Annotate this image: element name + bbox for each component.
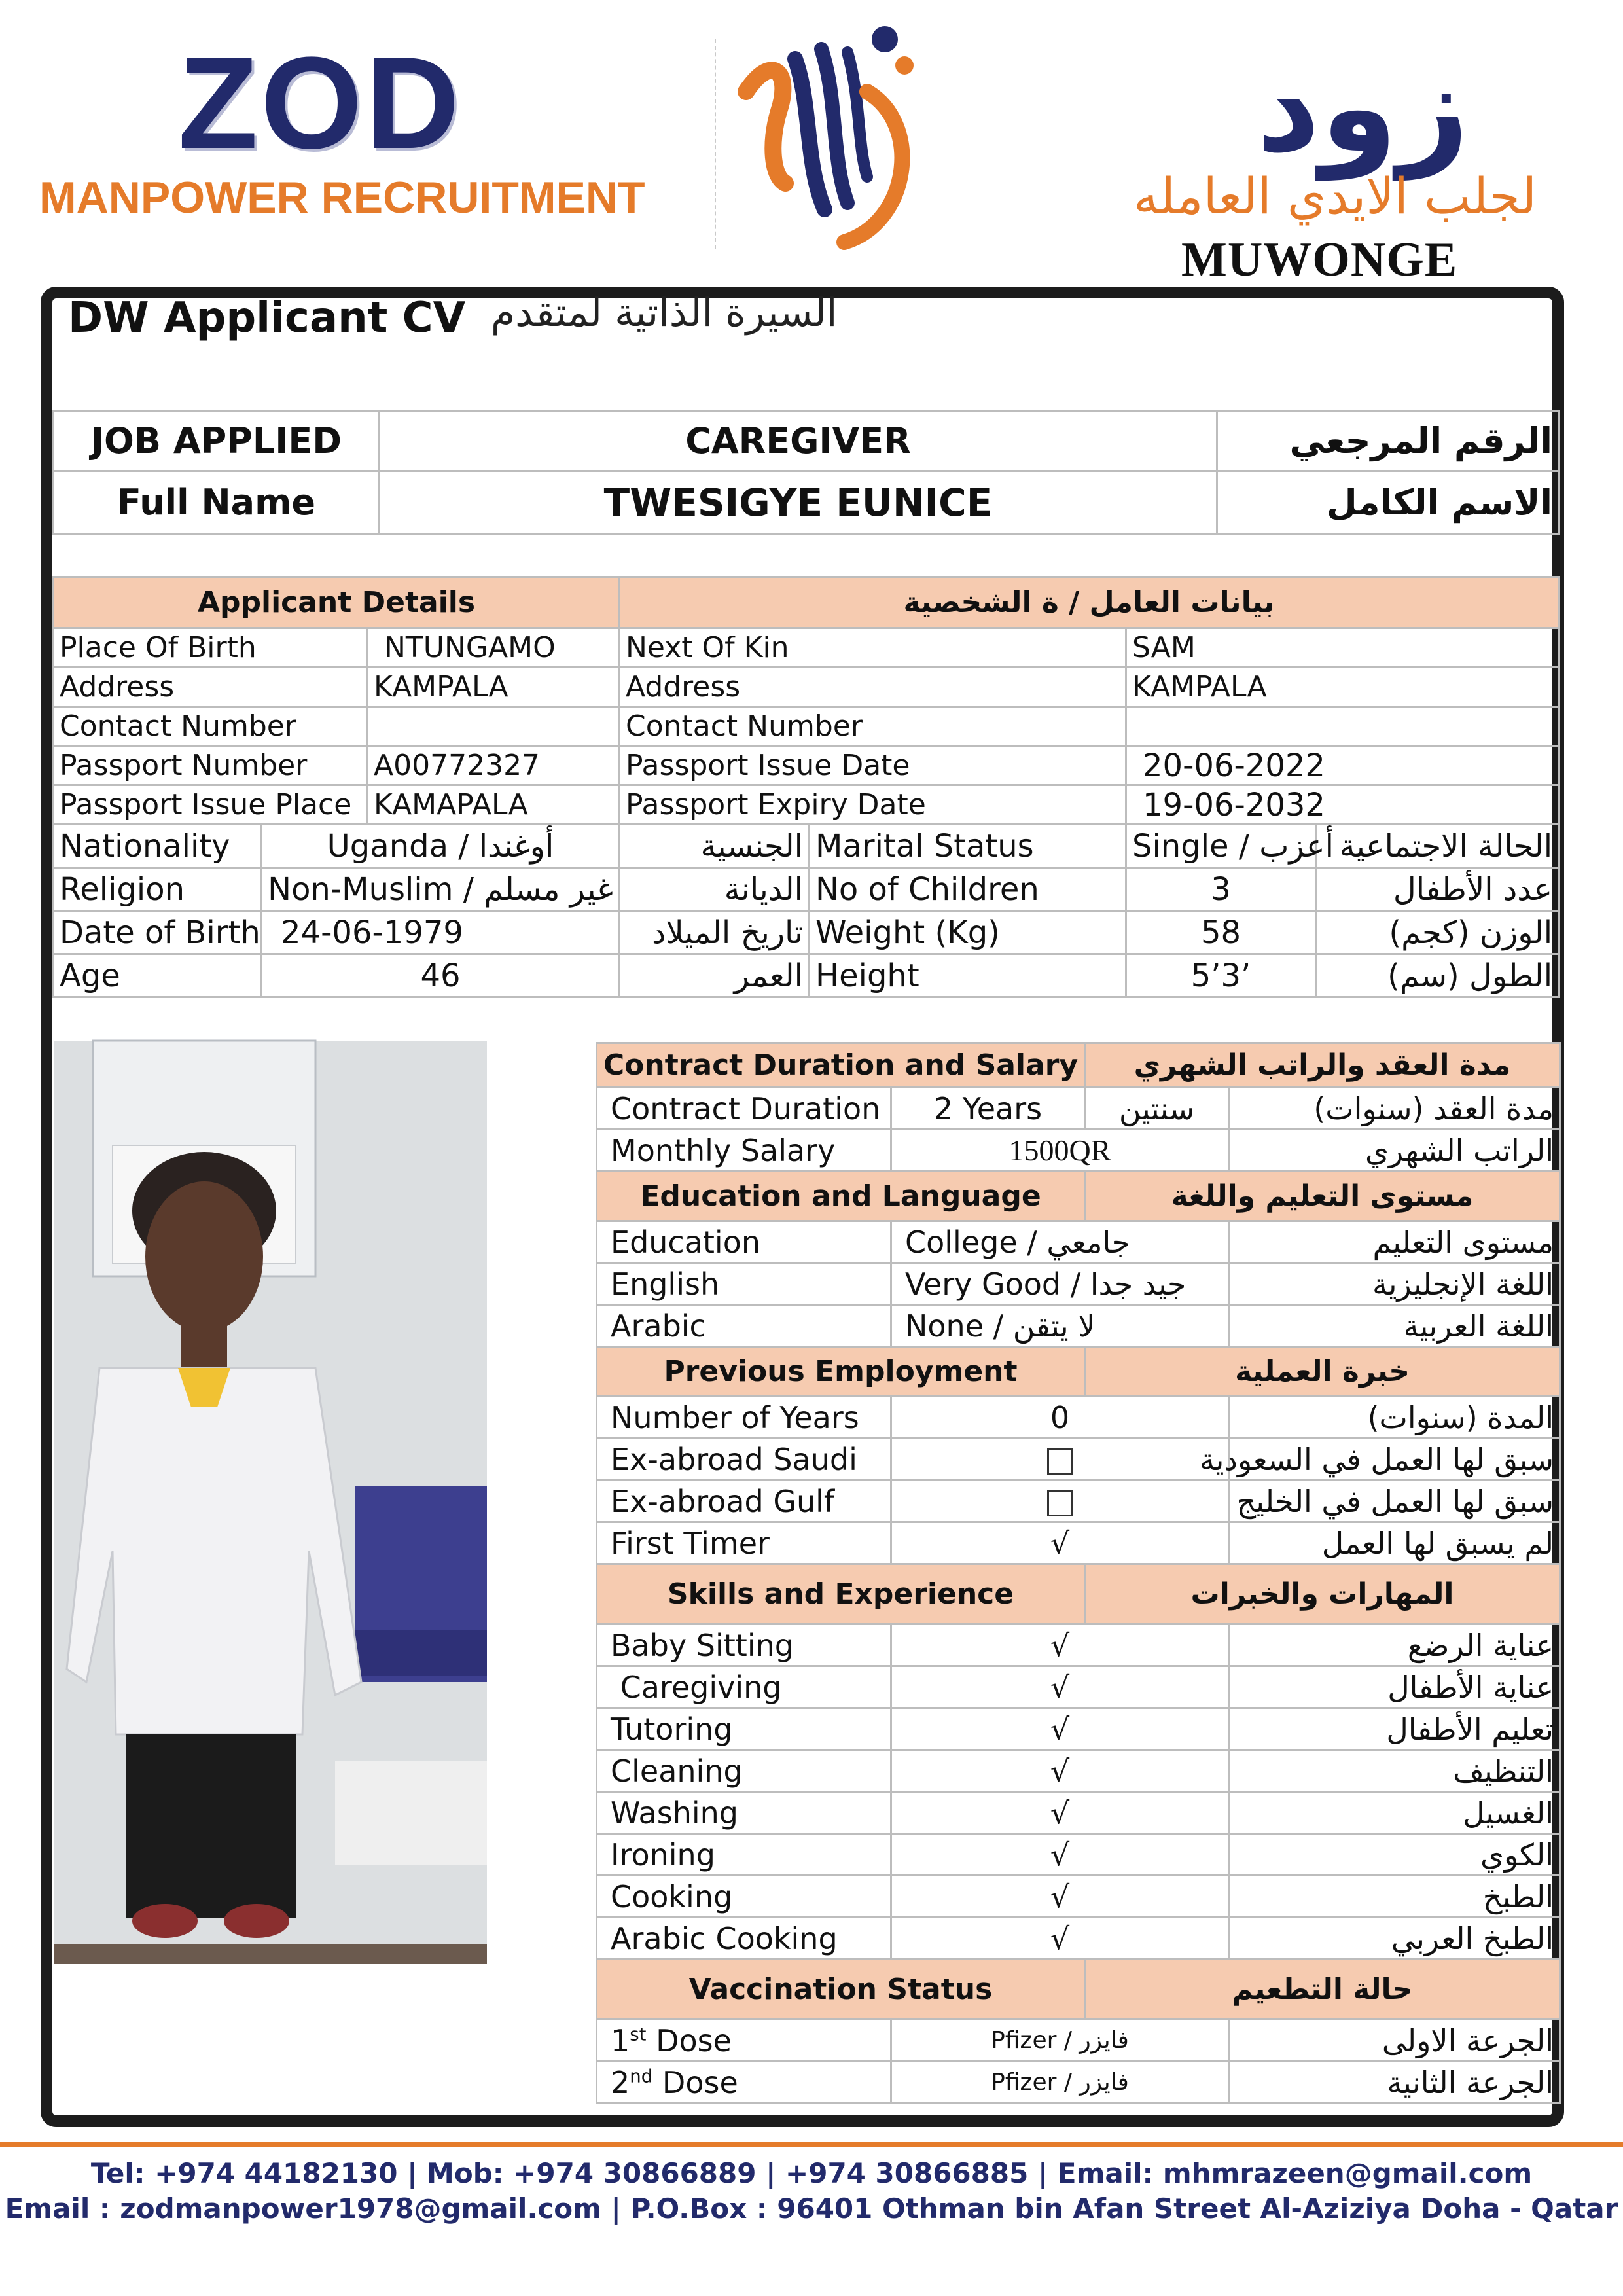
job-value: CAREGIVER [380, 411, 1217, 471]
table-row [597, 1088, 1560, 1130]
table-row [54, 911, 1559, 954]
applicant-details-table [52, 576, 1560, 998]
table-row [597, 1708, 1560, 1750]
table-row [597, 1480, 1560, 1522]
table-row [597, 2062, 1560, 2104]
salary-label-arabic: الراتب الشهري [1229, 1130, 1560, 1172]
table-row [54, 628, 1559, 668]
skill-label: Cleaning [597, 1750, 891, 1792]
passport-issue-date-label: Passport Issue Date [620, 746, 1126, 785]
skill-label: Arabic Cooking [597, 1918, 891, 1960]
dose1-label-arabic: الجرعة الاولى [1229, 2020, 1560, 2062]
table-row [597, 1221, 1560, 1263]
table-row [597, 1624, 1560, 1666]
contract-header-arabic: مدة العقد والراتب الشهري [1085, 1043, 1560, 1088]
weight-value: 58 [1126, 911, 1316, 954]
dob-label-arabic: تاريخ الميلاد [620, 911, 810, 954]
skills-header-arabic: المهارات والخبرات [1085, 1564, 1560, 1624]
education-header-row [597, 1172, 1560, 1221]
religion-label-arabic: الديانة [620, 868, 810, 911]
employment-header-arabic: خبرة العملية [1085, 1347, 1560, 1397]
brand-subtitle: MANPOWER RECRUITMENT [39, 173, 645, 223]
dose2-label [597, 2062, 891, 2104]
job-label-arabic: الرقم المرجعي [1217, 411, 1559, 471]
dose2-label-arabic: الجرعة الثانية [1229, 2062, 1560, 2104]
footer-contact-line: Tel: +974 44182130 | Mob: +974 30866889 | +974 30866885 | Email: mhmrazeen@gmail.com [90, 2157, 1533, 2189]
doc-title-arabic: السيرة الذاتية لمتقدم [491, 290, 838, 336]
dose2-value: Pfizer / فايزر [891, 2062, 1229, 2104]
place-of-birth-label: Place Of Birth [54, 628, 368, 668]
ex-gulf-label-arabic: سبق لها العمل في الخليج [1229, 1480, 1560, 1522]
dose2-word: Dose [652, 2064, 738, 2100]
passport-issue-place-label: Passport Issue Place [54, 785, 368, 825]
contract-header-row [597, 1043, 1560, 1088]
first-timer-value: √ [891, 1522, 1229, 1564]
marital-status-label-arabic: الحالة الاجتماعية [1316, 825, 1559, 868]
skill-check: √ [891, 1750, 1229, 1792]
religion-label: Religion [54, 868, 262, 911]
skill-label-arabic: عناية الرضع [1229, 1624, 1560, 1666]
vaccination-header: Vaccination Status [597, 1960, 1085, 2020]
skill-label: Baby Sitting [597, 1624, 891, 1666]
table-row [597, 1397, 1560, 1439]
skill-label: Ironing [597, 1834, 891, 1876]
english-label-arabic: اللغة الإنجليزية [1229, 1263, 1560, 1305]
ex-saudi-label: Ex-abroad Saudi [597, 1439, 891, 1480]
children-label-arabic: عدد الأطفال [1316, 868, 1559, 911]
contract-duration-label: Contract Duration [597, 1088, 891, 1130]
next-of-kin-label: Next Of Kin [620, 628, 1126, 668]
skill-label: Cooking [597, 1876, 891, 1918]
dose2-suffix: nd [630, 2065, 653, 2087]
table-row [54, 954, 1559, 997]
height-value: 5’3’ [1126, 954, 1316, 997]
skills-header-row [597, 1564, 1560, 1624]
table-row [597, 1834, 1560, 1876]
applicant-photo-image [54, 1041, 487, 1964]
applicant-header-row [54, 577, 1559, 628]
dose1-number: 1 [611, 2022, 630, 2058]
place-of-birth-value: NTUNGAMO [368, 628, 620, 668]
first-timer-label: First Timer [597, 1522, 891, 1564]
brand-logo-arabic: زود [1257, 35, 1469, 180]
doc-title: DW Applicant CV [68, 294, 466, 342]
skill-label-arabic: عناية الأطفال [1229, 1666, 1560, 1708]
arabic-label: Arabic [597, 1305, 891, 1347]
dose1-word: Dose [646, 2022, 732, 2058]
table-row [54, 668, 1559, 707]
job-row [54, 411, 1559, 471]
table-row [597, 1305, 1560, 1347]
education-label-arabic: مستوى التعليم [1229, 1221, 1560, 1263]
checkbox-icon [1047, 1490, 1073, 1516]
skill-label-arabic: الطبخ [1229, 1876, 1560, 1918]
dob-value: 24-06-1979 [262, 911, 620, 954]
applicant-photo [54, 1041, 487, 1964]
skill-label: Caregiving [597, 1666, 891, 1708]
skill-check: √ [891, 1834, 1229, 1876]
header-divider [715, 39, 716, 249]
brand-logo-text: ZOD [178, 30, 463, 176]
table-row [597, 1666, 1560, 1708]
dose1-suffix: st [630, 2023, 647, 2045]
table-row [597, 1130, 1560, 1172]
education-header-arabic: مستوى التعليم واللغة [1085, 1172, 1560, 1221]
passport-issue-place-value: KAMAPALA [368, 785, 620, 825]
passport-issue-date-value: 20-06-2022 [1126, 746, 1559, 785]
skill-label-arabic: الطبخ العربي [1229, 1918, 1560, 1960]
contact-value [368, 707, 620, 746]
arabic-value: None / لا يتقن [891, 1305, 1229, 1347]
weight-label: Weight (Kg) [810, 911, 1126, 954]
nationality-label: Nationality [54, 825, 262, 868]
salary-label: Monthly Salary [597, 1130, 891, 1172]
address-value: KAMPALA [368, 668, 620, 707]
table-row [597, 2020, 1560, 2062]
applicant-header-arabic: بيانات العامل / ة الشخصية [620, 577, 1559, 628]
height-label: Height [810, 954, 1126, 997]
first-timer-label-arabic: لم يسبق لها العمل [1229, 1522, 1560, 1564]
skill-check: √ [891, 1708, 1229, 1750]
checkbox-icon [1047, 1448, 1073, 1475]
dose1-label [597, 2020, 891, 2062]
dose1-value: Pfizer / فايزر [891, 2020, 1229, 2062]
table-row [597, 1918, 1560, 1960]
job-table [52, 410, 1560, 535]
table-row [54, 785, 1559, 825]
education-label: Education [597, 1221, 891, 1263]
skill-check: √ [891, 1624, 1229, 1666]
table-row [54, 707, 1559, 746]
education-value: College / جامعي [891, 1221, 1229, 1263]
table-row [597, 1750, 1560, 1792]
name-label-arabic: الاسم الكامل [1217, 471, 1559, 534]
contract-header: Contract Duration and Salary [597, 1043, 1085, 1088]
nationality-value: Uganda / أوغندا [262, 825, 620, 868]
ex-gulf-label: Ex-abroad Gulf [597, 1480, 891, 1522]
skill-label-arabic: الكوي [1229, 1834, 1560, 1876]
contract-duration-value: 2 Years [891, 1088, 1085, 1130]
name-row [54, 471, 1559, 534]
skill-label: Tutoring [597, 1708, 891, 1750]
contract-skills-table [596, 1042, 1561, 2104]
dob-label: Date of Birth [54, 911, 262, 954]
ex-gulf-checkbox [891, 1480, 1229, 1522]
passport-expiry-value: 19-06-2032 [1126, 785, 1559, 825]
skill-check: √ [891, 1918, 1229, 1960]
years-value: 0 [891, 1397, 1229, 1439]
skill-check: √ [891, 1876, 1229, 1918]
passport-number-label: Passport Number [54, 746, 368, 785]
passport-expiry-label: Passport Expiry Date [620, 785, 1126, 825]
employment-header-row [597, 1347, 1560, 1397]
children-label: No of Children [810, 868, 1126, 911]
english-value: Very Good / جيد جدا [891, 1263, 1229, 1305]
table-row [54, 825, 1559, 868]
table-row [597, 1263, 1560, 1305]
contract-duration-label-arabic: مدة العقد (سنوات) [1229, 1088, 1560, 1130]
age-value: 46 [262, 954, 620, 997]
dose2-number: 2 [611, 2064, 630, 2100]
footer-divider [0, 2142, 1623, 2147]
passport-number-value: A00772327 [368, 746, 620, 785]
table-row [597, 1876, 1560, 1918]
ex-saudi-checkbox [891, 1439, 1229, 1480]
ex-saudi-label-arabic: سبق لها العمل في السعودية [1229, 1439, 1560, 1480]
vaccination-header-arabic: حالة التطعيم [1085, 1960, 1560, 2020]
height-label-arabic: الطول (سم) [1316, 954, 1559, 997]
table-row [597, 1522, 1560, 1564]
table-row [597, 1792, 1560, 1834]
skill-label-arabic: الغسيل [1229, 1792, 1560, 1834]
name-label: Full Name [54, 471, 380, 534]
agent-name: MUWONGE [1181, 233, 1458, 287]
kin-address-value: KAMPALA [1126, 668, 1559, 707]
kin-address-label: Address [620, 668, 1126, 707]
footer-address-line: Email : zodmanpower1978@gmail.com | P.O.Box : 96401 Othman bin Afan Street Al-Aziziya Doha - Qatar [5, 2193, 1618, 2225]
religion-value: Non-Muslim / غير مسلم [262, 868, 620, 911]
contact-label: Contact Number [54, 707, 368, 746]
skill-check: √ [891, 1666, 1229, 1708]
table-row [597, 1439, 1560, 1480]
applicant-header: Applicant Details [54, 577, 620, 628]
marital-status-label: Marital Status [810, 825, 1126, 868]
skill-label-arabic: تعليم الأطفال [1229, 1708, 1560, 1750]
age-label: Age [54, 954, 262, 997]
arabic-label-arabic: اللغة العربية [1229, 1305, 1560, 1347]
english-label: English [597, 1263, 891, 1305]
skill-label-arabic: التنظيف [1229, 1750, 1560, 1792]
education-header: Education and Language [597, 1172, 1085, 1221]
children-value: 3 [1126, 868, 1316, 911]
skills-header: Skills and Experience [597, 1564, 1085, 1624]
brand-subtitle-arabic: لجلب الايدي العامله [1133, 167, 1537, 225]
job-label: JOB APPLIED [54, 411, 380, 471]
next-of-kin-value: SAM [1126, 628, 1559, 668]
marital-status-value: Single / أعزب [1126, 825, 1316, 868]
years-label-arabic: المدة (سنوات) [1229, 1397, 1560, 1439]
table-row [54, 868, 1559, 911]
skill-label: Washing [597, 1792, 891, 1834]
contract-duration-value-arabic: سنتين [1085, 1088, 1229, 1130]
kin-contact-label: Contact Number [620, 707, 1126, 746]
kin-contact-value [1126, 707, 1559, 746]
zod-emblem-icon [733, 13, 929, 262]
salary-value: 1500QR [891, 1130, 1229, 1172]
skill-check: √ [891, 1792, 1229, 1834]
weight-label-arabic: الوزن (كجم) [1316, 911, 1559, 954]
employment-header: Previous Employment [597, 1347, 1085, 1397]
vaccination-header-row [597, 1960, 1560, 2020]
age-label-arabic: العمر [620, 954, 810, 997]
nationality-label-arabic: الجنسية [620, 825, 810, 868]
years-label: Number of Years [597, 1397, 891, 1439]
address-label: Address [54, 668, 368, 707]
name-value: TWESIGYE EUNICE [380, 471, 1217, 534]
table-row [54, 746, 1559, 785]
